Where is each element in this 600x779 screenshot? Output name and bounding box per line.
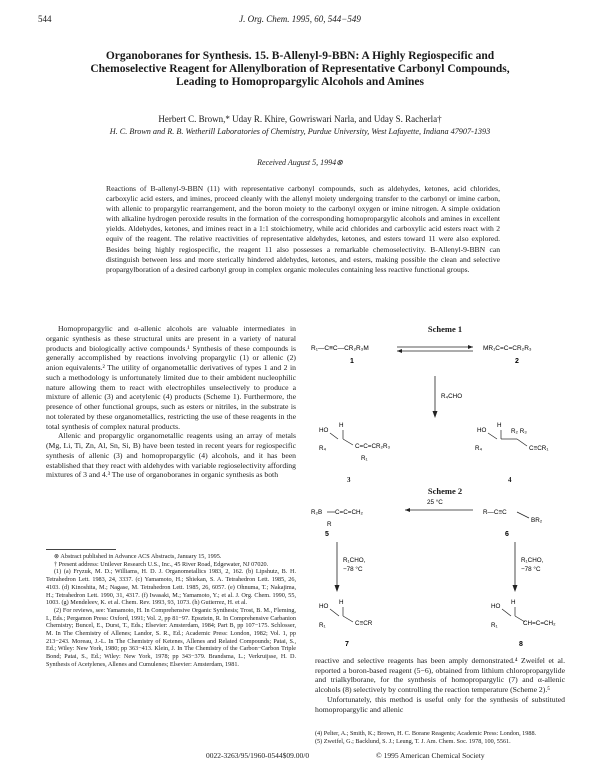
- condition-line: R₁CHO,: [521, 557, 544, 564]
- reference: (5) Zweifel, G.; Backlund, S. J.; Leung, T. J. Am. Chem. Soc. 1978, 100, 5561.: [315, 737, 511, 745]
- reference: (4) Pelter, A.; Smith, K.; Brown, H. C. Borane Reagents; Academic Press: London, 1988.: [315, 730, 537, 737]
- r1-label: R₁: [491, 622, 498, 629]
- compound-label-8: 8: [519, 641, 523, 648]
- hydrogen-label: H: [511, 599, 516, 606]
- scheme-2-diagram: [305, 496, 570, 654]
- article-title: Organoboranes for Synthesis. 15. B-Allenyl-9-BBN: A Highly Regiospecific and Chemoselective Reagent for Allenylboration of Representative Carbonyl Compounds, Leading to Homopropargylic Alcohols and Amines: [90, 50, 510, 89]
- hydroxyl-label: HO: [319, 603, 329, 610]
- footnote: † Present address: Unilever Research U.S., Inc., 45 River Road, Edgewater, NJ 07020.: [54, 560, 269, 568]
- compound-label-4: 4: [508, 476, 512, 484]
- r4-label: R₄: [319, 445, 327, 452]
- compound-label-3: 3: [347, 476, 351, 484]
- condition-line: R₁CHO,: [343, 557, 366, 564]
- bond: [343, 439, 353, 445]
- footnote: (2) For reviews, see: Yamamoto, H. In Comprehensive Organic Synthesis; Trost, B. M., Fleming, I., Eds.; Pergamon Press: Oxford, 1991; Vol. 2, pp 81−97. Epsztein, R. In Comprehensive Carbanion Chemistry; Buncel, E., Durst, T., Eds.; Elsevier: Amsterdam, 1984; Part B, pp 107−175. Schlosser, M. In The Chemistry of Allenes; Landor, S. R., Ed.; Academic Press: London, 1982; Vol. 1, pp 213−243. Moreau, J.-L. In The Chemistry of Ketenes, Allenes and Related Compounds; Patai, S., Ed.; Wiley: New York, 1980; pp 363−413. Klein, J. In The Chemistry of the Carbon−Carbon Triple Bond; Patai, S., Ed.; Wiley: New York, 1978; pp 343−379. Brandsma, L.; Verkruijsse, H. D. Synthesis of Acetylenes, Allenes and Cumulenes; Elsevier: Amsterdam, 1981.: [46, 606, 296, 668]
- copyright: © 1995 American Chemical Society: [376, 751, 485, 760]
- arrowhead: [468, 345, 473, 349]
- compound-label-5: 5: [325, 531, 329, 538]
- received-date: Received August 5, 1994⊗: [257, 158, 343, 167]
- bond: [330, 433, 338, 439]
- paragraph: Homopropargylic and α-allenic alcohols are valuable intermediates in organic synthesis as these structural units are present in a variety of natural products and biologically active compounds.¹ Synthesis of these compounds is generally accomplished by reactions involving propargylic (1) or allenic (2) anion equivalents.² The utility of organometallic derivatives of types 1 and 2 in such a methodology is unfortunately limited due to their ambident nucleophilic nature allowing them to react with electrophiles unselectively to produce a mixture of allenic (3) and acetylenic (4) products (Scheme 1). Furthermore, the presence of other functional groups, such as esters or nitriles, in the substrate is not tolerated by these organometallics, restricting the use of these reagents in the total synthesis of complex natural products.: [46, 324, 296, 431]
- page-number: 544: [38, 14, 52, 24]
- paragraph: Unfortunately, this method is useful only for the synthesis of substituted homopropargylic and allenic: [315, 694, 565, 714]
- alkynyl-chain: C≡CR₁: [529, 445, 549, 452]
- reagent-1: R₁—C≡C—CR₂R₃M: [311, 345, 369, 352]
- footnotes: [46, 553, 296, 669]
- temperature-label: 25 °C: [427, 499, 443, 506]
- hydroxyl-label: HO: [319, 427, 329, 434]
- abstract: Reactions of B-allenyl-9-BBN (11) with representative carbonyl compounds, such as aldehydes, ketones, acid chlorides, carboxylic acid esters, and imines, proceed cleanly with the allenyl moiety undergoing transfer to the carbonyl or imine carbon, with allenic to propargylic rearrangement, and the boron moiety to the carbonyl oxygen or imine nitrogen. A simple oxidation with alkaline hydrogen peroxide results in the formation of the corresponding homopropargylic alcohols and amines in excellent yields. Aldehydes, ketones, and imines react in a 1:1 stoichiometry, while acid chlorides and carboxylic acid esters react with 2 equiv of the reagent. The relative reactivities of representative aldehydes, ketones, and esters toward 11 were also explored. Besides being highly regiospecific, the reagent 11 also possesses a remarkable chemoselectivity. B-Allenyl-9-BBN can distinguish between less and more sterically hindered aldehydes, ketones, and esters, making possible the clean and selective propargylboration of a desired carbonyl group in complex organic molecules containing less reactive functional groups.: [106, 184, 500, 274]
- allenyl-chain: C=C=CR₂R₃: [355, 443, 391, 450]
- journal-citation: J. Org. Chem. 1995, 60, 544−549: [239, 14, 361, 24]
- paragraph: reactive and selective reagents has been amply demonstrated.⁴ Zweifel et al. reported a boron-based reagent (5−6), obtained from lithium chloropropargylide and trialkylborane, for the synthesis of homopropargylic (7) and α-allenic alcohols (8) selectively by controlling the reaction temperature (Scheme 2).⁵: [315, 656, 565, 695]
- article-code: 0022-3263/95/1960-0544$09.00/0: [206, 751, 310, 760]
- bond: [517, 512, 529, 518]
- body-right-column: [315, 656, 565, 714]
- bond: [343, 616, 353, 622]
- body-left-column: [46, 324, 296, 480]
- hydrogen-label: H: [497, 422, 502, 429]
- r1-label: R₁: [319, 622, 326, 629]
- boron-reagent: R₂B: [311, 509, 323, 516]
- scheme-1-diagram: [305, 336, 570, 466]
- compound-label-2: 2: [515, 358, 519, 365]
- affiliation: H. C. Brown and R. B. Wetherill Laboratories of Chemistry, Purdue University, West Lafayette, Indiana 47907-1393: [109, 127, 491, 136]
- alkynyl-chain: C≡CR: [355, 620, 373, 627]
- r-substituent: R: [327, 521, 332, 528]
- boryl-group: BR₂: [531, 517, 543, 524]
- compound-label-6: 6: [505, 531, 509, 538]
- running-header: [38, 14, 562, 28]
- arrowhead: [397, 349, 402, 353]
- hydrogen-label: H: [339, 599, 344, 606]
- compound-label-7: 7: [345, 641, 349, 648]
- arrowhead: [433, 411, 438, 418]
- r1-label: R₁: [361, 455, 368, 462]
- footnote-divider: [46, 549, 116, 550]
- arrowhead: [405, 508, 410, 512]
- bond: [517, 439, 527, 446]
- bond: [330, 609, 339, 616]
- hydroxyl-label: HO: [491, 603, 501, 610]
- hydroxyl-label: HO: [477, 427, 487, 434]
- bond: [488, 433, 497, 439]
- paragraph: Allenic and propargylic organometallic reagents using an array of metals (Mg, Li, Ti, Zn, Al, Sn, Si, B) have been tested in recent years for regiospecific synthesis of allenic (3) and homopropargylic (4) alcohols, and it has been established that they react with aldehydes with variable regioselectivity affording mixtures of 3 and 4.³ The use of organoboranes in organic synthesis as both: [46, 431, 296, 480]
- arrowhead: [513, 585, 518, 592]
- condition-aldehyde: R₄CHO: [441, 393, 463, 400]
- author-list: Herbert C. Brown,* Uday R. Khire, Gowriswari Narla, and Uday S. Racherla†: [158, 114, 442, 124]
- bond: [502, 609, 511, 616]
- scheme-1-title: Scheme 1: [427, 324, 463, 334]
- hydrogen-label: H: [339, 422, 344, 429]
- condition-line: −78 °C: [521, 566, 541, 573]
- condition-line: −78 °C: [343, 566, 363, 573]
- allenyl-chain: CH=C=CH₂: [523, 620, 556, 627]
- arrowhead: [335, 585, 340, 592]
- page-footer: [46, 751, 560, 761]
- alkynyl-reagent: R—C≡C: [483, 509, 507, 516]
- references-right: [315, 730, 565, 745]
- compound-label-1: 1: [350, 358, 354, 365]
- footnote: (1) (a) Fryzuk, M. D.; Williams, H. D. J. Organometallics 1983, 2, 162. (b) Lipshutz, B. H. Tetrahedron Lett. 1983, 24, 3337. (c) Yamamoto, H.; Shiekan, S. A. Tetrahedron Lett. 1985, 26, 4103. (d) Kinoshita, M.; Nagase, M. Tetrahedron Lett. 1985, 26, 6057. (e) Ohnuma, T.; Nakajima, H.; Tetrahedron Lett. 1990, 31, 4317. (f) Iwasaki, M.; Yamamoto, Y.; et al. J. Org. Chem. 1990, 55, 1003. (g) Mendeleev, K. et al. Chem. Rev. 1993, 93, 1073. (h) Gutierrez, H. et al.: [46, 568, 296, 607]
- scheme-2-title: Scheme 2: [427, 486, 463, 496]
- footnote: ⊗ Abstract published in Advance ACS Abstracts, January 15, 1995.: [54, 553, 222, 560]
- substituents-label: R₂ R₃: [511, 428, 527, 435]
- allenyl-group: C=C=CH₂: [335, 509, 363, 516]
- r4-label: R₄: [475, 445, 483, 452]
- reagent-2: MR₁C=C=CR₂R₃: [483, 345, 532, 352]
